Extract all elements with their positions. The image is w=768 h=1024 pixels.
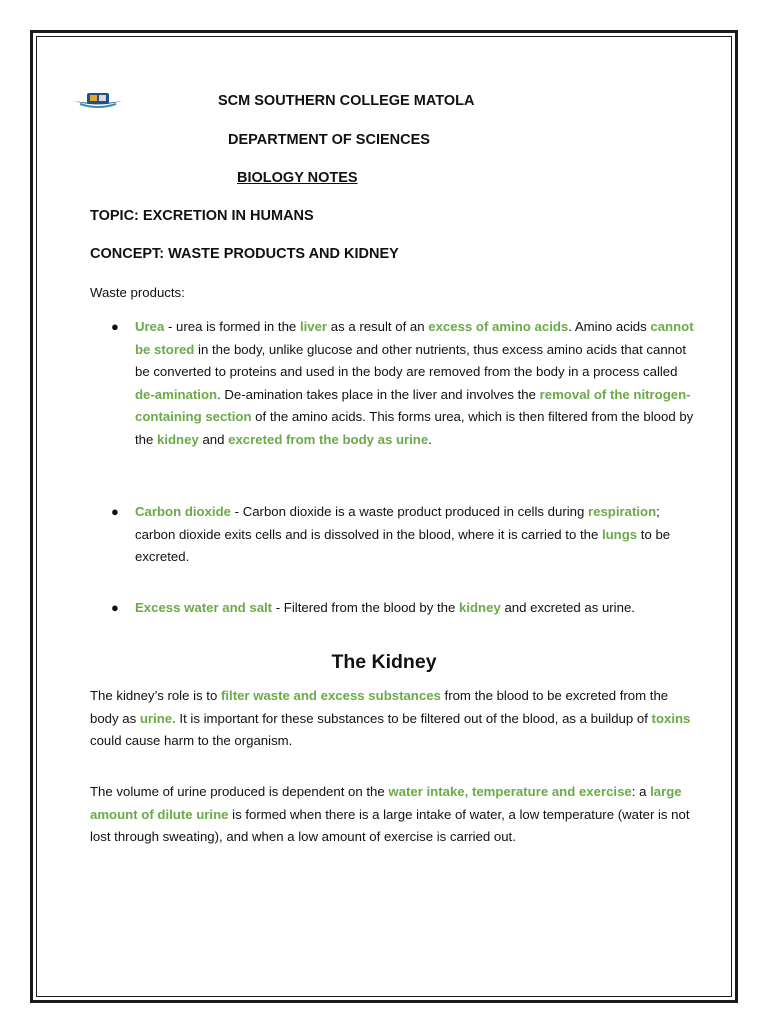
kidney-paragraph-urine-volume (90, 781, 695, 849)
body-text: . Amino acids (568, 319, 651, 334)
topic-heading: TOPIC: EXCRETION IN HUMANS (90, 208, 314, 224)
body-text: . De-amination takes place in the liver and involves the (217, 386, 540, 402)
body-text: as a result of an (327, 319, 429, 334)
body-text: in the body, unlike glucose and other nutrients, thus excess amino acids that cannot be converted to proteins and used in the body are removed from the body in a process called (135, 341, 687, 379)
body-text: to be excreted. (135, 526, 671, 564)
department-name: DEPARTMENT OF SCIENCES (228, 132, 430, 148)
body-text: The volume of urine produced is dependent on the (90, 784, 389, 799)
highlight-text: water intake, temperature and exercise (388, 784, 632, 799)
highlight-text: kidney (157, 431, 199, 447)
college-logo-icon (72, 88, 202, 168)
notes-title: BIOLOGY NOTES (237, 170, 358, 186)
bullet-dot: ● (111, 504, 119, 519)
highlight-text: excess of amino acids (428, 319, 569, 334)
bullet-term: Urea (135, 319, 165, 334)
bullet-urea (135, 316, 695, 451)
body-text: The kidney’s role is to (90, 688, 221, 703)
highlight-text: lungs (601, 526, 638, 542)
body-text: and excreted as urine. (500, 600, 635, 615)
highlight-text: kidney (459, 600, 501, 615)
body-text: ; carbon dioxide exits cells and is dissolved in the blood, where it is carried to the (135, 504, 660, 542)
kidney-paragraph-role (90, 685, 695, 753)
body-text: is formed when there is a large intake of water, a low temperature (water is not lost through sweating), and when a low amount of exercise is carried out. (90, 806, 690, 844)
waste-products-intro: Waste products: (90, 285, 185, 300)
highlight-text: large amount of dilute urine (90, 784, 682, 822)
highlight-text: removal of the nitrogen-containing section (135, 386, 691, 424)
bullet-carbon-dioxide (135, 501, 695, 569)
body-text: and (198, 431, 229, 447)
body-text: from the blood to be excreted from the body as (90, 688, 669, 726)
bullet-water-salt (135, 597, 695, 620)
highlight-text: excreted from the body as urine (228, 431, 429, 447)
body-text: - Filtered from the blood by the (272, 600, 459, 615)
body-text: . (428, 431, 432, 447)
bullet-term: Excess water and salt (135, 600, 273, 615)
highlight-text: cannot be stored (135, 319, 694, 357)
highlight-text: respiration (587, 504, 657, 519)
college-name: SCM SOUTHERN COLLEGE MATOLA (218, 93, 475, 109)
highlight-text: urine. (139, 710, 176, 726)
body-text: : a (631, 784, 651, 799)
highlight-text: liver (299, 319, 328, 334)
bullet-dot: ● (111, 319, 119, 334)
body-text: could cause harm to the organism. (90, 733, 293, 748)
body-text: - urea is formed in the (164, 319, 300, 334)
kidney-section-title: The Kidney (331, 651, 437, 673)
highlight-text: filter waste and excess substances (220, 688, 441, 703)
highlight-text: toxins (651, 710, 691, 726)
highlight-text: de-amination (135, 386, 218, 402)
body-text: It is important for these substances to be filtered out of the blood, as a buildup of (175, 710, 652, 726)
bullet-term: Carbon dioxide (135, 504, 231, 519)
body-text: of the amino acids. This forms urea, which is then filtered from the blood by the (135, 409, 694, 447)
bullet-dot: ● (111, 600, 119, 615)
concept-heading: CONCEPT: WASTE PRODUCTS AND KIDNEY (90, 246, 399, 262)
body-text: - Carbon dioxide is a waste product produced in cells during (230, 504, 588, 519)
